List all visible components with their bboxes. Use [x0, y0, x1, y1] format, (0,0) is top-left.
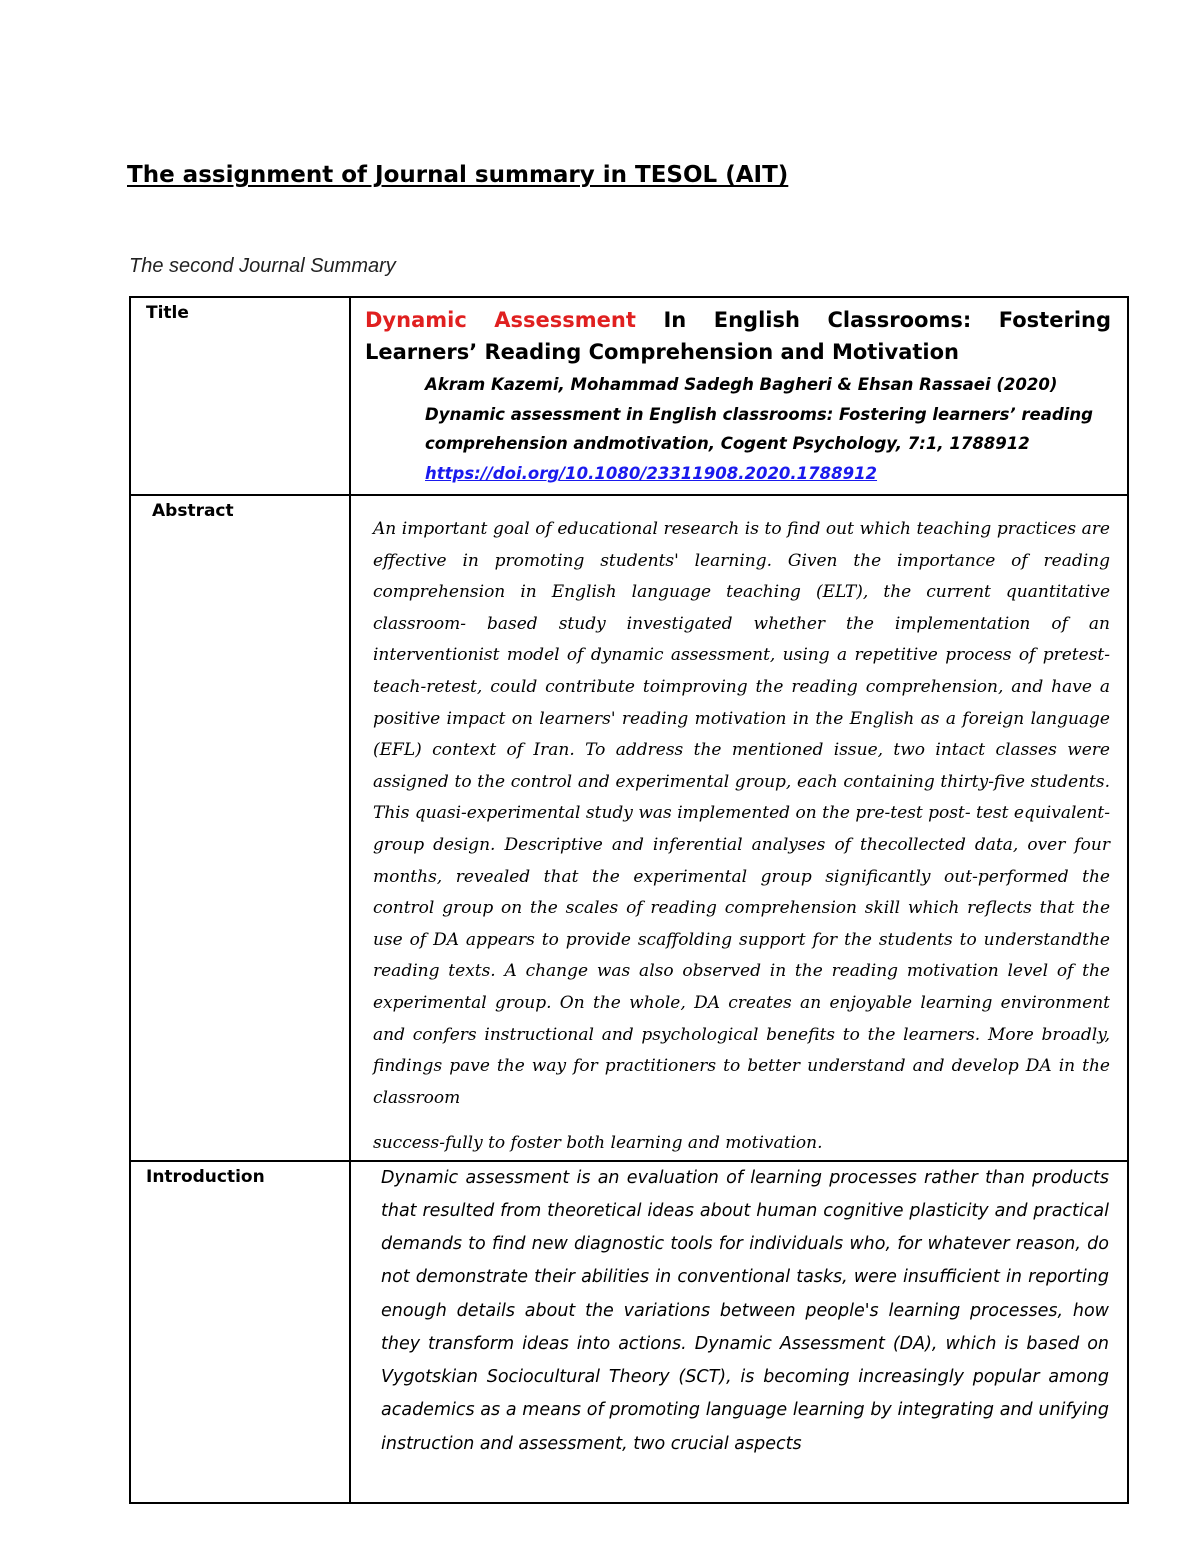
document-subheading: The second Journal Summary	[129, 255, 396, 277]
title-label: Title	[146, 303, 189, 323]
introduction-label: Introduction	[146, 1166, 265, 1187]
article-title-accent: Dynamic Assessment	[365, 308, 636, 332]
title-row	[130, 297, 1128, 495]
abstract-text-tail: success-fully to foster both learning and motivation.	[373, 1133, 823, 1154]
introduction-content-cell	[350, 1161, 1128, 1503]
journal-summary-table	[129, 296, 1129, 1504]
introduction-label-cell	[130, 1161, 350, 1503]
abstract-content-cell	[350, 495, 1128, 1161]
abstract-label: Abstract	[152, 501, 234, 521]
introduction-row	[130, 1161, 1128, 1503]
abstract-text: An important goal of educational research is to find out which teaching practices are effective in promoting students' learning. Given the importance of reading comprehension in English language teaching (ELT), the current quantitative classroom- based study investigated whether the implementation of an interventionist model of dynamic assessment, using a repetitive process of pretest-teach-retest, could contribute toimproving the reading comprehension, and have a positive impact on learners' reading motivation in the English as a foreign language (EFL) context of Iran. To address the mentioned issue, two intact classes were assigned to the control and experimental group, each containing thirty-five students. This quasi-experimental study was implemented on the pre-test post- test equivalent-group design. Descriptive and inferential analyses of thecollected data, over four months, revealed that the experimental group significantly out-performed the control group on the scales of reading comprehension skill which reflects that the use of DA appears to provide scaffolding support for the students to understandthe reading texts. A change was also observed in the reading motivation level of the experimental group. On the whole, DA creates an enjoyable learning environment and confers instructional and psychological benefits to the learners. More broadly, findings pave the way for practitioners to better understand and develop DA in the classroom	[373, 519, 1110, 1108]
article-citation	[351, 368, 1127, 494]
abstract-row	[130, 495, 1128, 1161]
abstract-label-cell	[130, 495, 350, 1161]
document-heading: The assignment of Journal summary in TESOL (AIT)	[127, 162, 789, 188]
article-title-rest: In English Classrooms: Fostering Learners’ Reading Comprehension and Motivation	[365, 308, 1112, 364]
citation-text: Akram Kazemi, Mohammad Sadegh Bagheri & Ehsan Rassaei (2020) Dynamic assessment in English classrooms: Fostering learners’ reading comprehension andmotivation, Cogent Psychology, 7:1, 1788912	[425, 375, 1093, 453]
article-title	[351, 298, 1127, 368]
title-content-cell	[350, 297, 1128, 495]
title-label-cell	[130, 297, 350, 495]
introduction-text: Dynamic assessment is an evaluation of learning processes rather than products that resulted from theoretical ideas about human cognitive plasticity and practical demands to find new diagnostic tools for individuals who, for whatever reason, do not demonstrate their abilities in conventional tasks, were insufficient in reporting enough details about the variations between people's learning processes, how they transform ideas into actions. Dynamic Assessment (DA), which is based on Vygotskian Sociocultural Theory (SCT), is becoming increasingly popular among academics as a means of promoting language learning by integrating and unifying instruction and assessment, two crucial aspects	[381, 1167, 1109, 1454]
doi-link[interactable]: https://doi.org/10.1080/23311908.2020.1788912	[425, 463, 878, 483]
